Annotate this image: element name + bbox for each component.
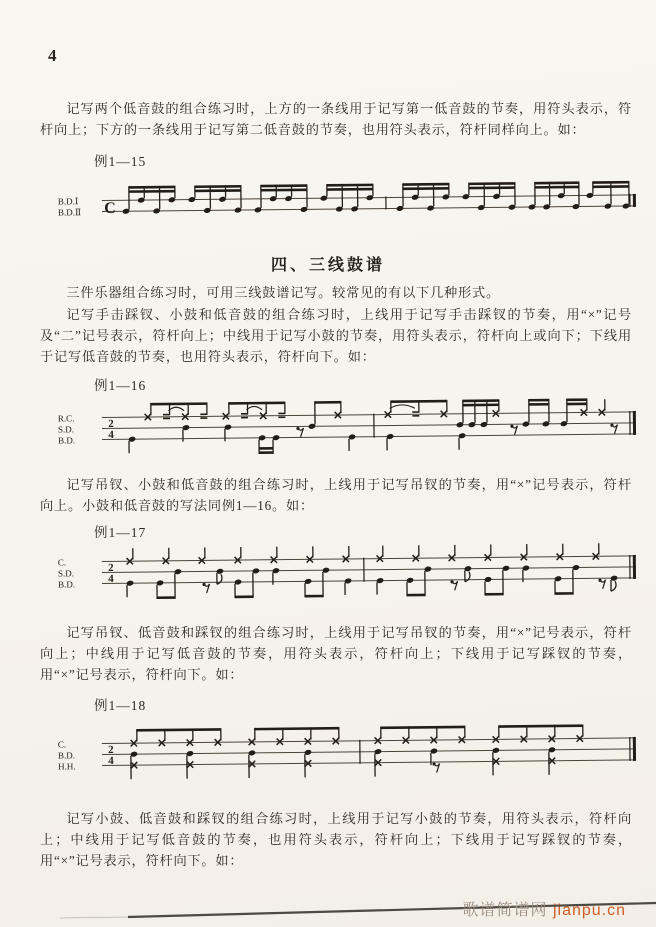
- example-caption-1-17: 例1—17: [94, 525, 147, 540]
- paragraph-snare-bass-hihat: 记写小鼓、低音鼓和踩钗的组合练习时，上线用于记写小鼓的节奏，用符头表示，符杆向上；中线用于记写低音鼓的节奏，也用符头表示，符杆向上；下线用于记写踩钗的节奏，用“×”记号表示，符杆向下。如：: [40, 811, 632, 868]
- svg-text:B.D.: B.D.: [58, 579, 76, 590]
- svg-text:4: 4: [108, 572, 114, 585]
- svg-text:B.D.Ⅱ: B.D.Ⅱ: [57, 207, 82, 218]
- paragraph-cymbal-snare-bass: 记写吊钗、小鼓和低音鼓的组合练习时，上线用于记写吊钗的节奏，用“×”记号表示，符杆向上。小鼓和低音鼓的写法同例1—16。如：: [40, 477, 632, 513]
- paragraph-two-bass-drums: 记写两个低音鼓的组合练习时，上方的一条线用于记写第一低音鼓的节奏，用符头表示，符杆向上；下方的一条线用于记写第二低音鼓的节奏，也用符头表示，符杆同样向上。如：: [40, 101, 632, 137]
- example-caption-1-16: 例1—16: [94, 378, 147, 393]
- svg-text:B.D.: B.D.: [58, 435, 76, 446]
- watermark-site-name: 歌谱简谱网: [462, 902, 548, 919]
- example-caption-1-18: 例1—18: [94, 698, 147, 713]
- svg-text:B.D.Ⅰ: B.D.Ⅰ: [57, 196, 79, 207]
- paragraph-ride-snare-bass: 记写手击踩钗、小鼓和低音鼓的组合练习时，上线用于记写手击踩钗的节奏，用“×”记号及“二”记号表示，符杆向上；中线用于记写小鼓的节奏，用符头表示，符杆向上或向下；下线用于记写低音鼓的节奏，也用符头表示，符杆向下。如：: [40, 307, 632, 364]
- section-heading: 四、三线鼓谱: [270, 257, 385, 274]
- svg-text:C.: C.: [57, 557, 67, 568]
- watermark-site-url: jianpu.cn: [552, 902, 626, 919]
- music-example-1-17: [56, 540, 645, 612]
- svg-text:2: 2: [108, 561, 114, 574]
- svg-text:S.D.: S.D.: [57, 424, 75, 435]
- svg-text:C.: C.: [57, 739, 67, 750]
- music-example-1-18: [56, 718, 645, 796]
- watermark: [462, 897, 626, 920]
- svg-text:H.H.: H.H.: [58, 761, 76, 772]
- music-example-1-15: [56, 177, 645, 241]
- svg-text:R.C.: R.C.: [57, 413, 75, 424]
- svg-text:4: 4: [108, 754, 114, 767]
- svg-text:C: C: [104, 199, 116, 217]
- paragraph-three-line-intro: 三件乐器组合练习时，可用三线鼓谱记写。较常见的有以下几种形式。: [66, 285, 500, 300]
- svg-text:S.D.: S.D.: [57, 568, 75, 579]
- svg-text:2: 2: [108, 417, 114, 430]
- svg-text:4: 4: [108, 428, 114, 441]
- page-number: 4: [48, 46, 57, 65]
- paragraph-cymbal-bass-hihat: 记写吊钗、低音鼓和踩钗的组合练习时，上线用于记写吊钗的节奏，用“×”记号表示，符杆向上；中线用于记写低音鼓的节奏，用符头表示，符杆向上；下线用于记写踩钗的节奏，用“×”记号表示，符杆向下。如：: [40, 625, 632, 682]
- svg-text:2: 2: [108, 743, 114, 756]
- example-caption-1-15: 例1—15: [94, 154, 147, 169]
- music-example-1-16: [56, 390, 645, 468]
- svg-text:B.D.: B.D.: [57, 750, 76, 761]
